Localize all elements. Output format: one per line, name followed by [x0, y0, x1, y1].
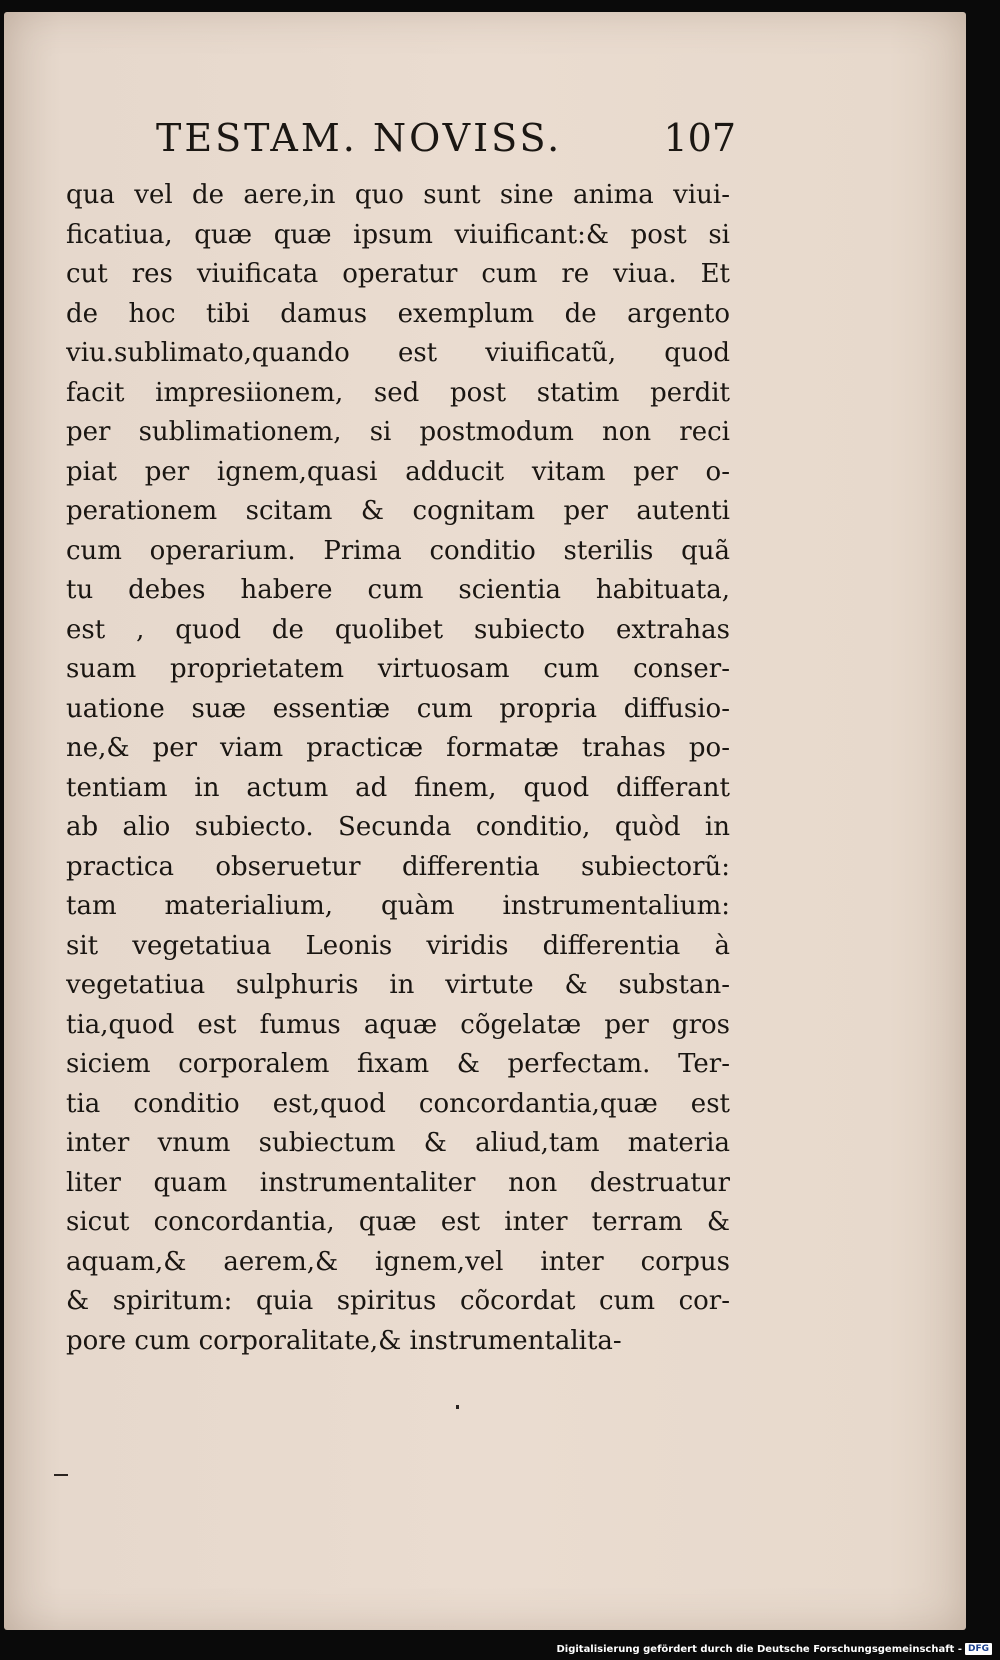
margin-mark: [54, 1474, 68, 1476]
body-text: [66, 176, 730, 1361]
text-line: tu debes habere cum scientia habituata,: [66, 575, 730, 605]
text-line: piat per ignem,quasi adducit vitam per o-: [66, 456, 730, 487]
running-title: TESTAM. NOVISS.: [156, 116, 563, 160]
text-line: siciem corporalem fixam & perfectam. Ter-: [66, 1049, 730, 1079]
page-number: 107: [663, 116, 736, 160]
digitization-footer: [556, 1640, 992, 1658]
book-page: [4, 12, 966, 1630]
text-line: per sublimationem, si postmodum non reci: [66, 417, 730, 447]
text-line: vegetatiua sulphuris in virtute & substan-: [66, 970, 730, 1000]
dfg-logo: DFG: [965, 1643, 992, 1655]
text-line: ne,& per viam practicæ formatæ trahas po-: [66, 733, 730, 763]
text-line: practica obseruetur differentia subiectorũ:: [66, 851, 730, 882]
text-line: cut res viuificata operatur cum re viua. Et: [66, 259, 730, 289]
text-line: ficatiua, quæ quæ ipsum viuificant:& post si: [66, 219, 730, 250]
text-line: uatione suæ essentiæ cum propria diffusio-: [66, 693, 730, 724]
text-line: sit vegetatiua Leonis viridis differentia à: [66, 930, 730, 961]
text-line: aquam,& aerem,& ignem,vel inter corpus: [66, 1246, 730, 1277]
text-line: tentiam in actum ad finem, quod differant: [66, 772, 730, 803]
text-line: liter quam instrumentaliter non destruatur: [66, 1167, 730, 1198]
text-line: viu.sublimato,quando est viuificatũ, quod: [66, 338, 730, 368]
text-line: pore cum corporalitate,& instrumentalita-: [66, 1325, 622, 1356]
text-line: de hoc tibi damus exemplum de argento: [66, 298, 730, 329]
funding-note: Digitalisierung gefördert durch die Deutsche Forschungsgemeinschaft -: [556, 1643, 962, 1655]
text-line: inter vnum subiectum & aliud,tam materia: [66, 1128, 730, 1158]
page-header: [156, 116, 736, 166]
text-line: tam materialium, quàm instrumentalium:: [66, 891, 730, 921]
text-line: tia conditio est,quod concordantia,quæ est: [66, 1088, 730, 1119]
text-line: ab alio subiecto. Secunda conditio, quòd in: [66, 812, 730, 842]
text-line: facit impresiionem, sed post statim perdit: [66, 377, 730, 408]
text-line: perationem scitam & cognitam per autenti: [66, 496, 730, 526]
text-line: sicut concordantia, quæ est inter terram &: [66, 1207, 730, 1237]
text-line: est , quod de quolibet subiecto extrahas: [66, 614, 730, 645]
text-line: suam proprietatem virtuosam cum conser-: [66, 654, 730, 684]
text-line: tia,quod est fumus aquæ cõgelatæ per gros: [66, 1009, 730, 1040]
text-line: cum operarium. Prima conditio sterilis quã: [66, 535, 730, 566]
text-line: qua vel de aere,in quo sunt sine anima viui-: [66, 180, 730, 210]
ink-speck: [456, 1405, 459, 1409]
text-line: & spiritum: quia spiritus cõcordat cum cor-: [66, 1286, 730, 1316]
